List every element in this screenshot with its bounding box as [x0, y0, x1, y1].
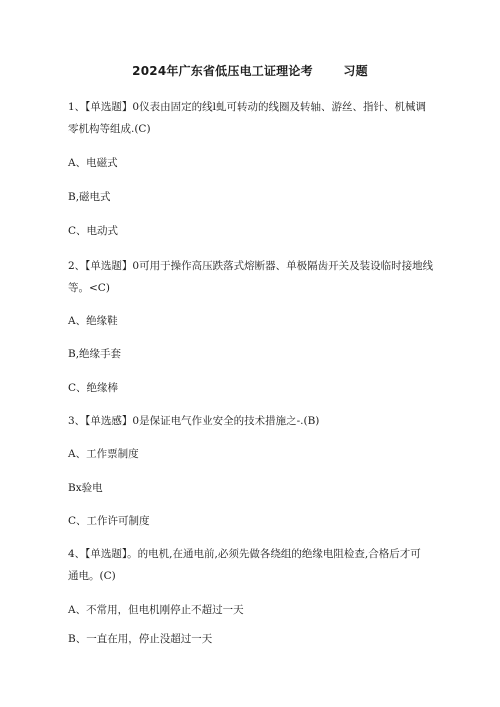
question-1-stem-line1: 1、【单选题】0仪表由固定的线l虬可转动的线圈及转轴、游丝、指针、机械调 [68, 101, 426, 113]
question-1-option-c: C、电动式 [68, 225, 119, 237]
question-4-stem-line1: 4、【单选题】。的电机,在通电前,必须先做各绕组的绝缘电阻检查,合格后才可 [68, 548, 421, 560]
question-3-option-c: C、工作许可制度 [68, 515, 150, 527]
question-4-option-a: A、不常用，但电机刚停止不超过一天 [68, 604, 244, 616]
document-title: 2024年广东省低压电工证理论考 习题 [132, 64, 368, 78]
question-1-stem-line2: 零机构等组成.(C) [68, 123, 151, 135]
question-2-stem-line2: 等。<C) [68, 282, 110, 294]
question-3-option-b: Bx验电 [68, 482, 103, 494]
question-1-option-b: B,磁电式 [68, 191, 111, 203]
question-3-stem-line1: 3、【单选感】0是保证电气作业安全的技术措施之-.(B) [68, 415, 320, 427]
question-1-option-a: A、电磁式 [68, 157, 118, 169]
question-2-option-b: B,绝缘手套 [68, 348, 122, 360]
question-4-option-b: B、一直在用，停止没超过一天 [68, 633, 213, 645]
question-2-option-c: C、绝缘棒 [68, 382, 119, 394]
question-3-option-a: A、工作票制度 [68, 448, 139, 460]
question-2-stem-line1: 2、【单选题】0可用于操作高压跌落式熔断器、单极隔齿开关及装设临时接地线 [68, 260, 434, 272]
question-4-stem-line2: 通电。(C) [68, 570, 116, 582]
question-2-option-a: A、绝缘鞋 [68, 315, 118, 327]
